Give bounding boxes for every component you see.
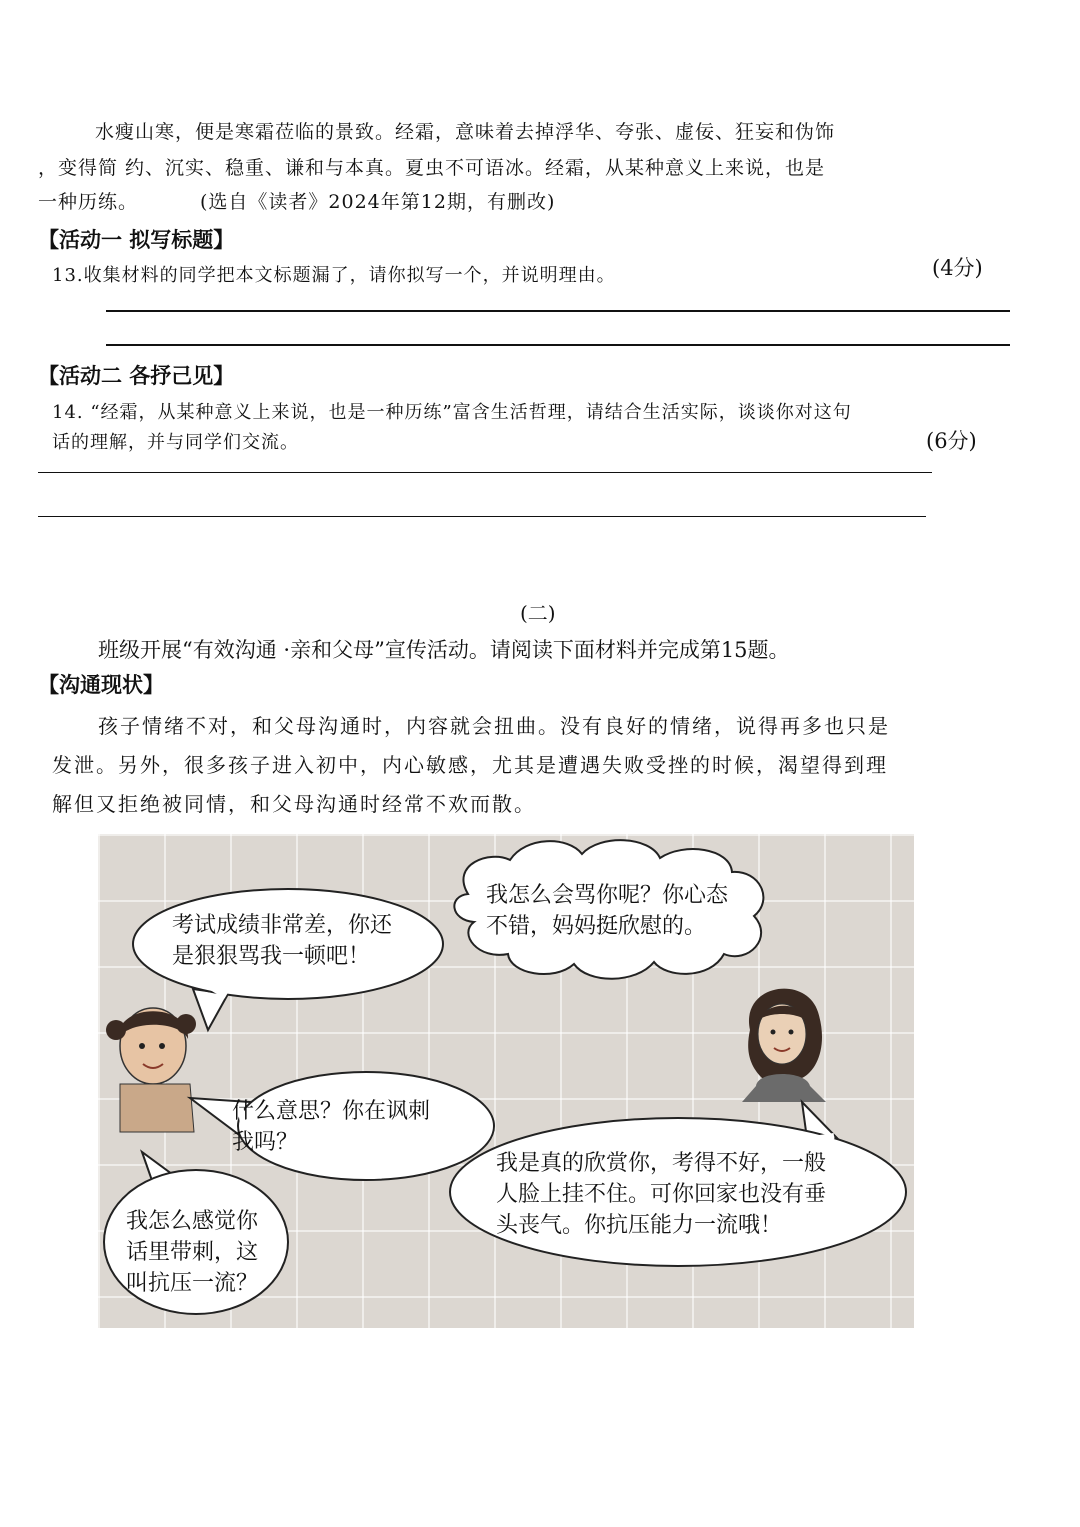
part2-intro: 班级开展“有效沟通 ·亲和父母”宣传活动。请阅读下面材料并完成第15题。 [98,638,790,662]
passage-line-3: 一种历练。 [38,191,139,213]
activity1-question: 13.收集材料的同学把本文标题漏了，请你拟写一个，并说明理由。 [52,265,616,286]
answer-line-1[interactable] [106,310,1010,312]
activity2-heading: 【活动二 各抒己见】 [38,364,235,388]
bubble-2-text [486,880,728,942]
passage-source: (选自《读者》2024年第12期，有删改) [200,191,556,213]
bubble-3-line-1: 什么意思？你在讽刺 [232,1099,431,1124]
bubble-3-line-2: 我吗？ [232,1130,299,1155]
bubble-5-line-3: 叫抗压一流？ [126,1271,259,1296]
part2-body-line-1: 孩子情绪不对，和父母沟通时，内容就会扭曲。没有良好的情绪，说得再多也只是 [98,714,890,738]
bubble-4-line-1: 我是真的欣赏你，考得不好，一般 [496,1151,827,1176]
passage-line-1: 水瘦山寒，便是寒霜莅临的景致。经霜，意味着去掉浮华、夸张、虚佞、狂妄和伪饰 [95,121,836,143]
bubble-4-text [496,1148,826,1241]
answer-line-3[interactable] [38,472,932,473]
bubble-4-line-3: 头丧气。你抗压能力一流哦！ [496,1213,783,1238]
activity1-heading: 【活动一 拟写标题】 [38,228,235,252]
activity2-score: (6分) [926,429,977,453]
bubble-1-line-1: 考试成绩非常差，你还 [172,913,393,938]
mother-figure [742,989,826,1102]
bubble-5-line-1: 我怎么感觉你 [126,1209,259,1234]
bubble-5-text [126,1206,258,1299]
bubble-1-text [172,910,392,972]
passage-line-2: ，变得简 约、沉实、稳重、谦和与本真。夏虫不可语冰。经霜，从某种意义上来说，也是 [38,157,826,179]
activity2-question-line-1: 14. “经霜，从某种意义上来说，也是一种历练”富含生活哲理，请结合生活实际，谈谈你对这句 [52,402,852,423]
child-figure [106,1008,196,1132]
answer-line-4[interactable] [38,516,926,517]
answer-line-2[interactable] [106,344,1010,346]
activity2-question-line-2: 话的理解，并与同学们交流。 [52,432,299,453]
part2-title: (二) [520,601,556,625]
bubble-2-line-1: 我怎么会骂你呢？你心态 [486,883,729,908]
activity1-score: (4分) [932,256,983,280]
bubble-5-line-2: 话里带刺，这 [126,1240,259,1265]
bubble-3-text [232,1096,430,1158]
bubble-4-line-2: 人脸上挂不住。可你回家也没有垂 [496,1182,827,1207]
bubble-2-line-2: 不错，妈妈挺欣慰的。 [486,914,707,939]
part2-body-line-2: 发泄。另外，很多孩子进入初中，内心敏感，尤其是遭遇失败受挫的时候，渴望得到理 [52,753,888,777]
part2-heading: 【沟通现状】 [38,673,164,697]
bubble-1-line-2: 是狠狠骂我一顿吧！ [172,944,371,969]
comic-image [98,834,914,1328]
part2-body-line-3: 解但又拒绝被同情，和父母沟通时经常不欢而散。 [52,792,536,816]
